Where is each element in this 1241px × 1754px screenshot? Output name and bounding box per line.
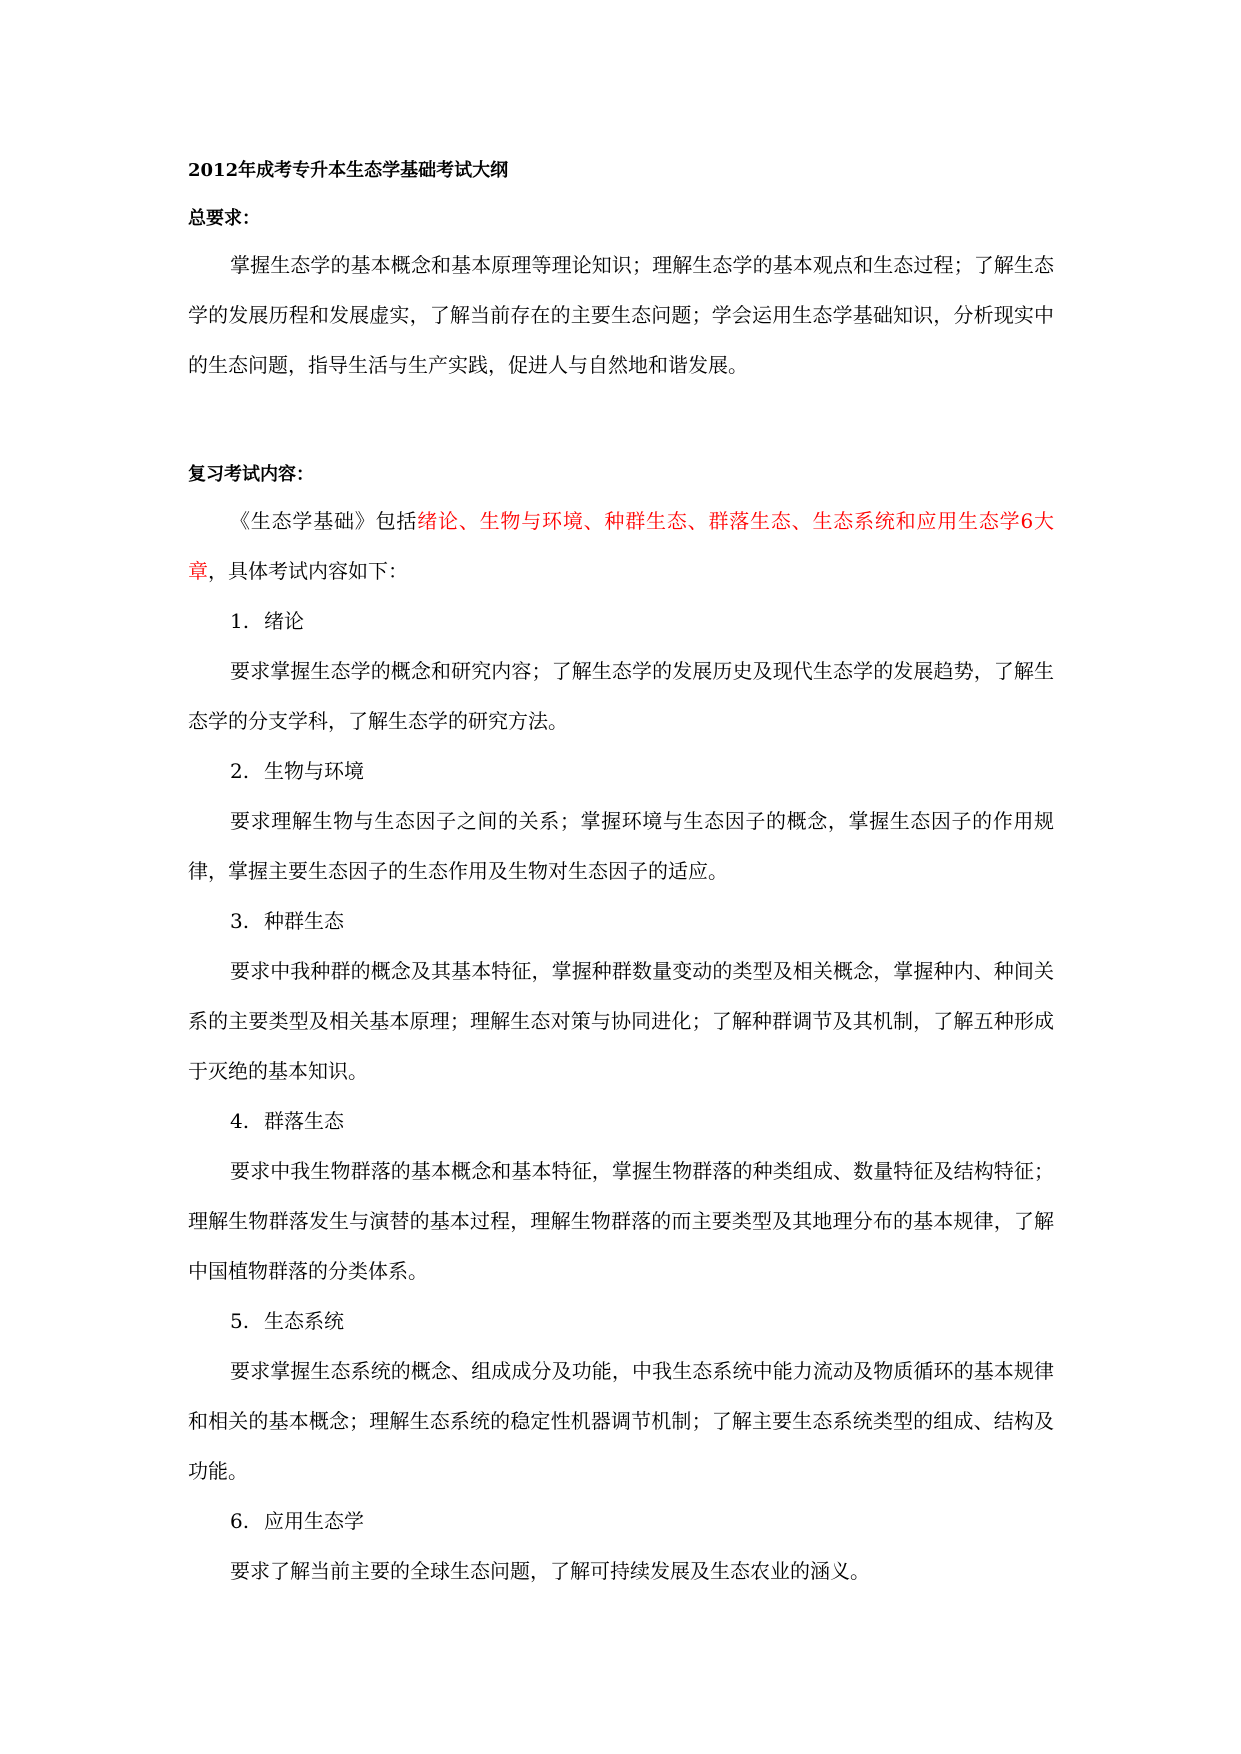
chapter-list [188,596,1054,1596]
chapter-number: 2. [230,759,250,783]
general-requirements-body: 掌握生态学的基本概念和基本原理等理论知识；理解生态学的基本观点和生态过程；了解生态学的发展历程和发展虚实，了解当前存在的主要生态问题；学会运用生态学基础知识，分析现实中的生态问题，指导生活与生产实践，促进人与自然地和谐发展。 [188,253,1054,377]
section-gap [188,390,1054,440]
chapter-description: 要求中我种群的概念及其基本特征，掌握种群数量变动的类型及相关概念，掌握种内、种间关系的主要类型及相关基本原理；理解生态对策与协同进化；了解种群调节及其机制，了解五种形成于灭绝的基本知识。 [188,959,1054,1083]
chapter-number: 5. [230,1309,250,1333]
chapter-number: 4. [230,1109,250,1133]
chapter-item [188,1296,1054,1496]
chapter-number: 1. [230,609,250,633]
chapter-item [188,746,1054,896]
chapter-item [188,896,1054,1096]
chapter-heading [230,596,1054,646]
chapter-description: 要求掌握生态系统的概念、组成成分及功能，中我生态系统中能力流动及物质循环的基本规律和相关的基本概念；理解生态系统的稳定性机器调节机制；了解主要生态系统类型的组成、结构及功能。 [188,1359,1054,1483]
chapter-title: 生物与环境 [264,759,364,783]
chapter-heading [230,1096,1054,1146]
chapter-description: 要求掌握生态学的概念和研究内容；了解生态学的发展历史及现代生态学的发展趋势，了解生态学的分支学科，了解生态学的研究方法。 [188,659,1054,733]
chapter-heading [230,746,1054,796]
chapter-title: 种群生态 [264,909,344,933]
chapter-description: 要求了解当前主要的全球生态问题，了解可持续发展及生态农业的涵义。 [230,1559,870,1583]
chapter-number: 6. [230,1509,250,1533]
review-intro-highlight: 绪论、生物与环境、种群生态、群落生态、生态系统和应用生态学6大章 [188,509,1054,583]
chapter-title: 应用生态学 [264,1509,364,1533]
chapter-title: 绪论 [264,609,304,633]
chapter-title: 群落生态 [264,1109,344,1133]
review-intro-prefix: 《生态学基础》包括 [230,509,418,533]
general-requirements-heading: 总要求： [188,208,260,229]
chapter-description: 要求中我生物群落的基本概念和基本特征，掌握生物群落的种类组成、数量特征及结构特征；理解生物群落发生与演替的基本过程，理解生物群落的而主要类型及其地理分布的基本规律，了解中国植物群落的分类体系。 [188,1159,1054,1283]
document-content [188,150,1054,1596]
chapter-item [188,1496,1054,1596]
chapter-heading [230,896,1054,946]
chapter-item [188,596,1054,746]
review-intro [188,496,1054,596]
chapter-heading [230,1296,1054,1346]
chapter-title: 生态系统 [264,1309,344,1333]
review-content-heading: 复习考试内容： [188,464,314,485]
review-intro-suffix: ，具体考试内容如下： [208,559,408,583]
chapter-description: 要求理解生物与生态因子之间的关系；掌握环境与生态因子的概念，掌握生态因子的作用规律，掌握主要生态因子的生态作用及生物对生态因子的适应。 [188,809,1054,883]
chapter-item [188,1096,1054,1296]
document-title: 2012年成考专升本生态学基础考试大纲 [188,160,509,181]
chapter-number: 3. [230,909,250,933]
chapter-heading [230,1496,1054,1546]
